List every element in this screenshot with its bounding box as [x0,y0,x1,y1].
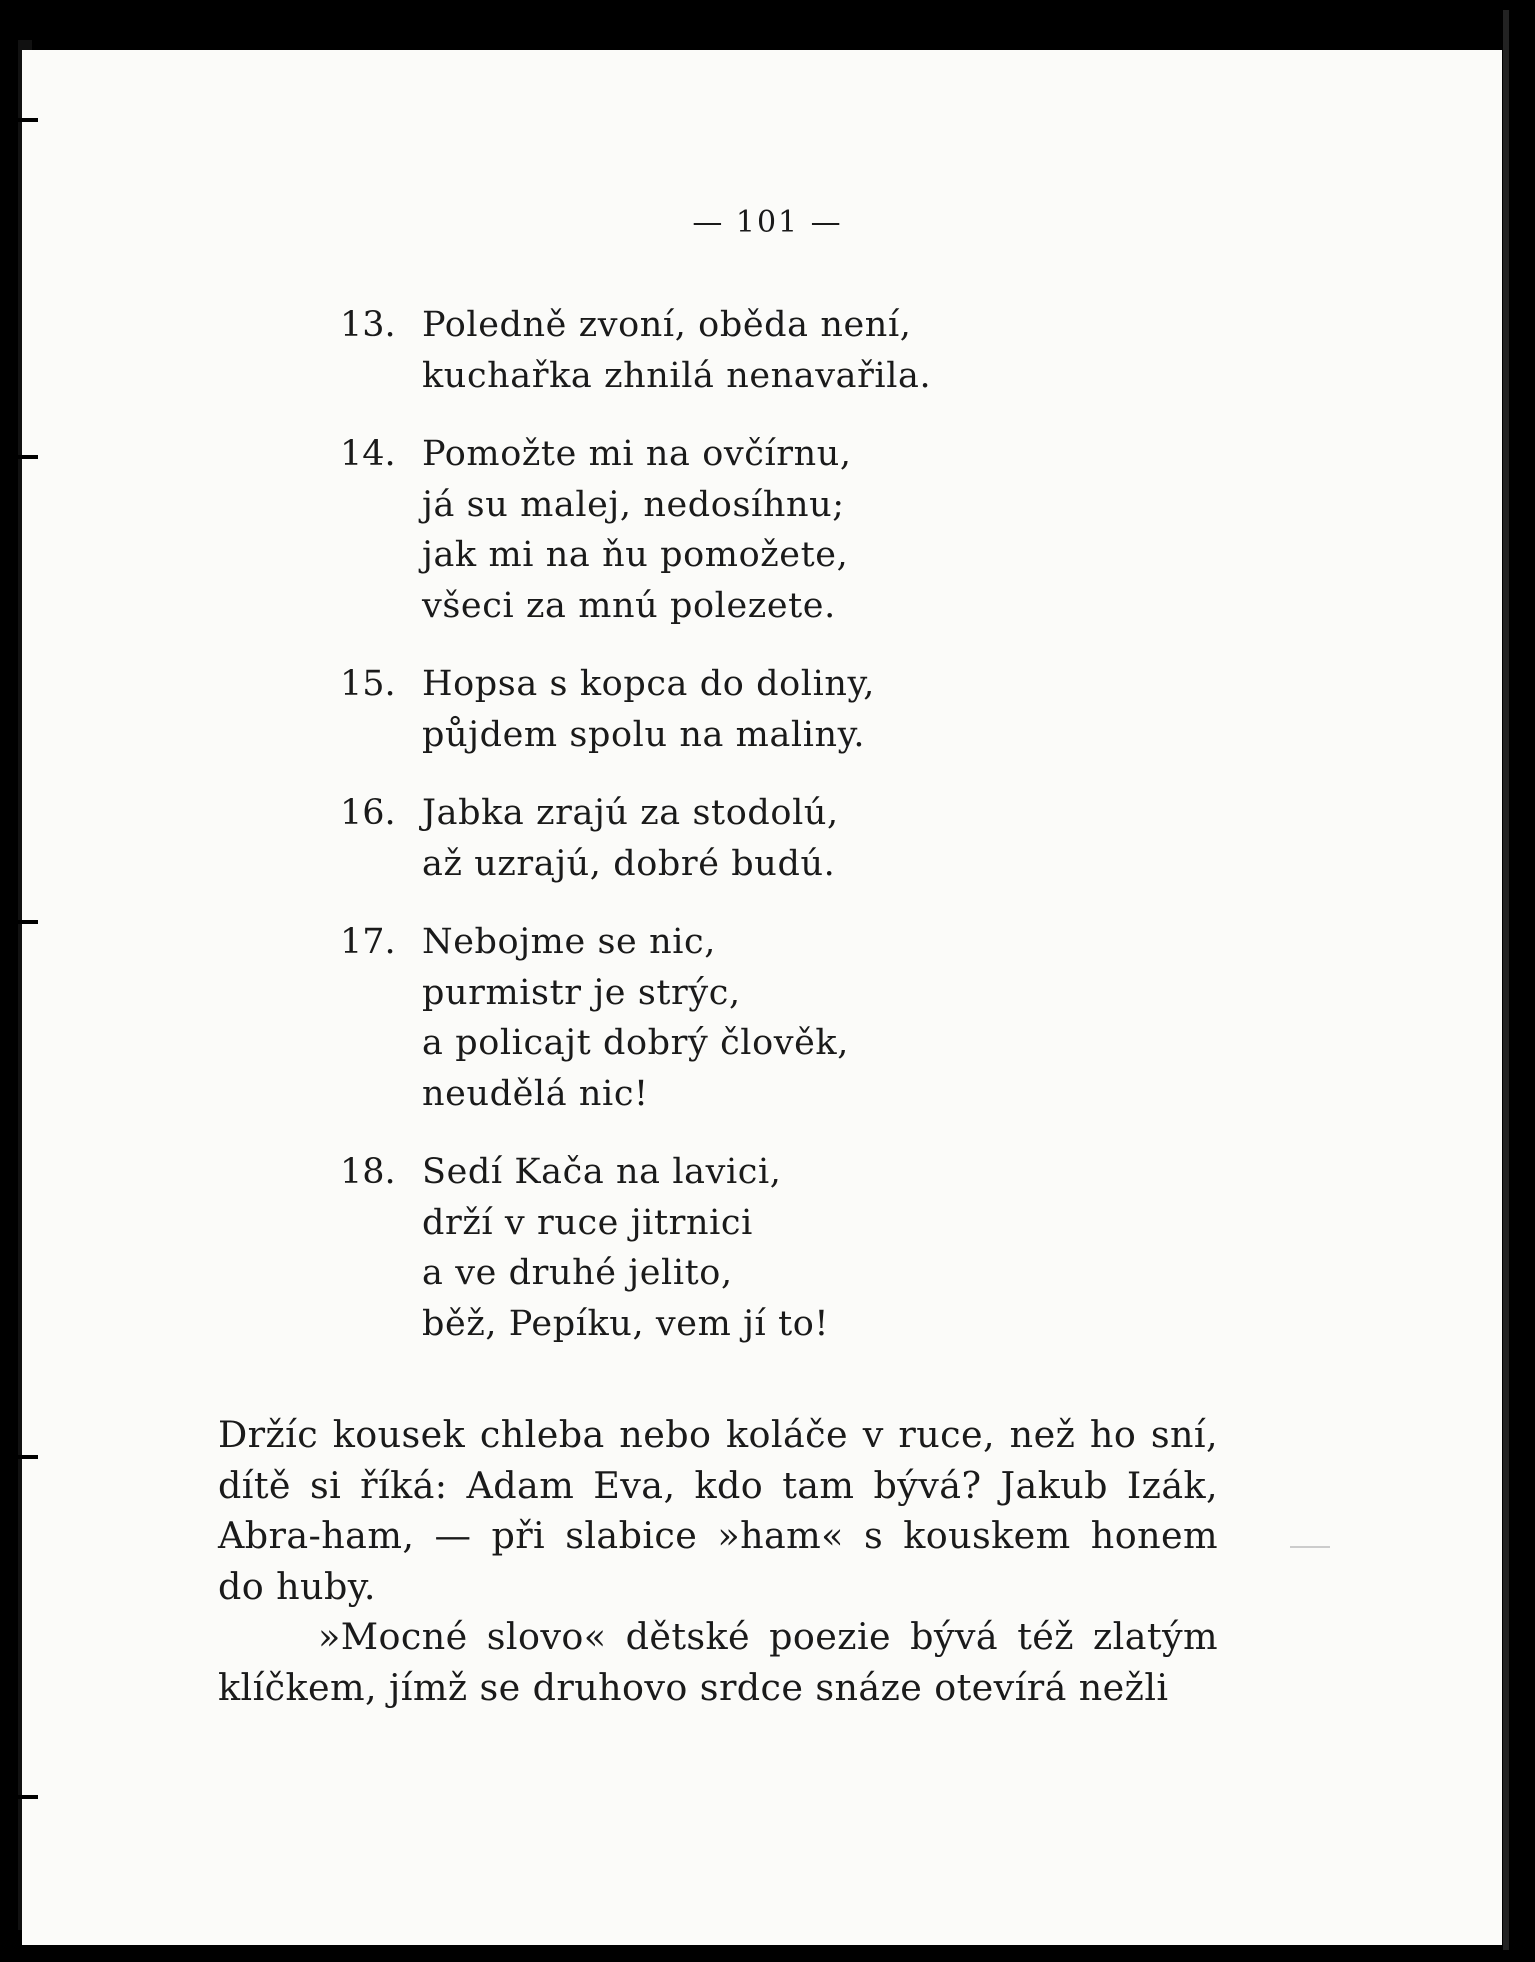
verse-line: já su malej, nedosíhnu; [422,484,845,525]
prose-paragraph-1: Držíc kousek chleba nebo koláče v ruce, než ho sní, dítě si říká: Adam Eva, kdo tam bývá? Jakub Izák, Abra-ham, — při slabice »ham« s kouskem honem do huby. [218,1413,1218,1608]
verse-line: půjdem spolu na maliny. [422,714,866,755]
verse-number: 18. [340,1152,396,1192]
verse-line: kuchařka zhnilá nenavařila. [422,355,932,396]
verse-number: 14. [340,434,396,474]
verse-list [340,300,1040,1377]
verse-line: drží v ruce jitrnici [422,1202,753,1243]
verse [340,659,1040,760]
verse-line: Jabka zrajú za stodolú, [422,793,839,833]
verse-line: a ve druhé jelito, [422,1253,733,1293]
verse-lines [422,917,849,1119]
prose-paragraph-2: »Mocné slovo« dětské poezie bývá též zlatým klíčkem, jímž se druhovo srdce snáze otevírá nežli [218,1615,1218,1709]
verse-lines [422,300,931,401]
verse-number: 17. [340,922,396,962]
page-number: — 101 — [692,205,843,240]
verse-number: 15. [340,664,396,704]
verse [340,917,1040,1119]
verse-line: Sedí Kača na lavici, [422,1152,782,1192]
verse-number: 13. [340,305,396,345]
verse-number: 16. [340,793,396,833]
verse [340,1147,1040,1349]
prose-text [218,1410,1218,1713]
verse-line: Poledně zvoní, oběda není, [422,305,912,345]
verse-line: neudělá nic! [422,1073,649,1114]
verse [340,429,1040,631]
verse-line: jak mi na ňu pomožete, [422,535,849,575]
margin-mark [1290,1546,1330,1548]
verse-lines [422,659,875,760]
edge-mark [14,118,38,122]
edge-mark [14,1795,38,1799]
verse-line: Pomožte mi na ovčírnu, [422,434,852,474]
verse-line: Hopsa s kopca do doliny, [422,664,875,704]
verse-lines [422,788,839,889]
verse [340,788,1040,889]
verse-line: až uzrajú, dobré budú. [422,843,836,884]
verse [340,300,1040,401]
edge-mark [14,455,38,459]
verse-line: a policajt dobrý člověk, [422,1023,849,1063]
verse-line: běž, Pepíku, vem jí to! [422,1303,830,1344]
verse-lines [422,429,852,631]
verse-lines [422,1147,829,1349]
edge-mark [14,920,38,924]
verse-line: všeci za mnú polezete. [422,585,836,626]
verse-line: purmistr je strýc, [422,972,741,1013]
verse-line: Nebojme se nic, [422,922,716,962]
page-right-edge [1503,10,1509,1950]
edge-mark [14,1455,38,1459]
